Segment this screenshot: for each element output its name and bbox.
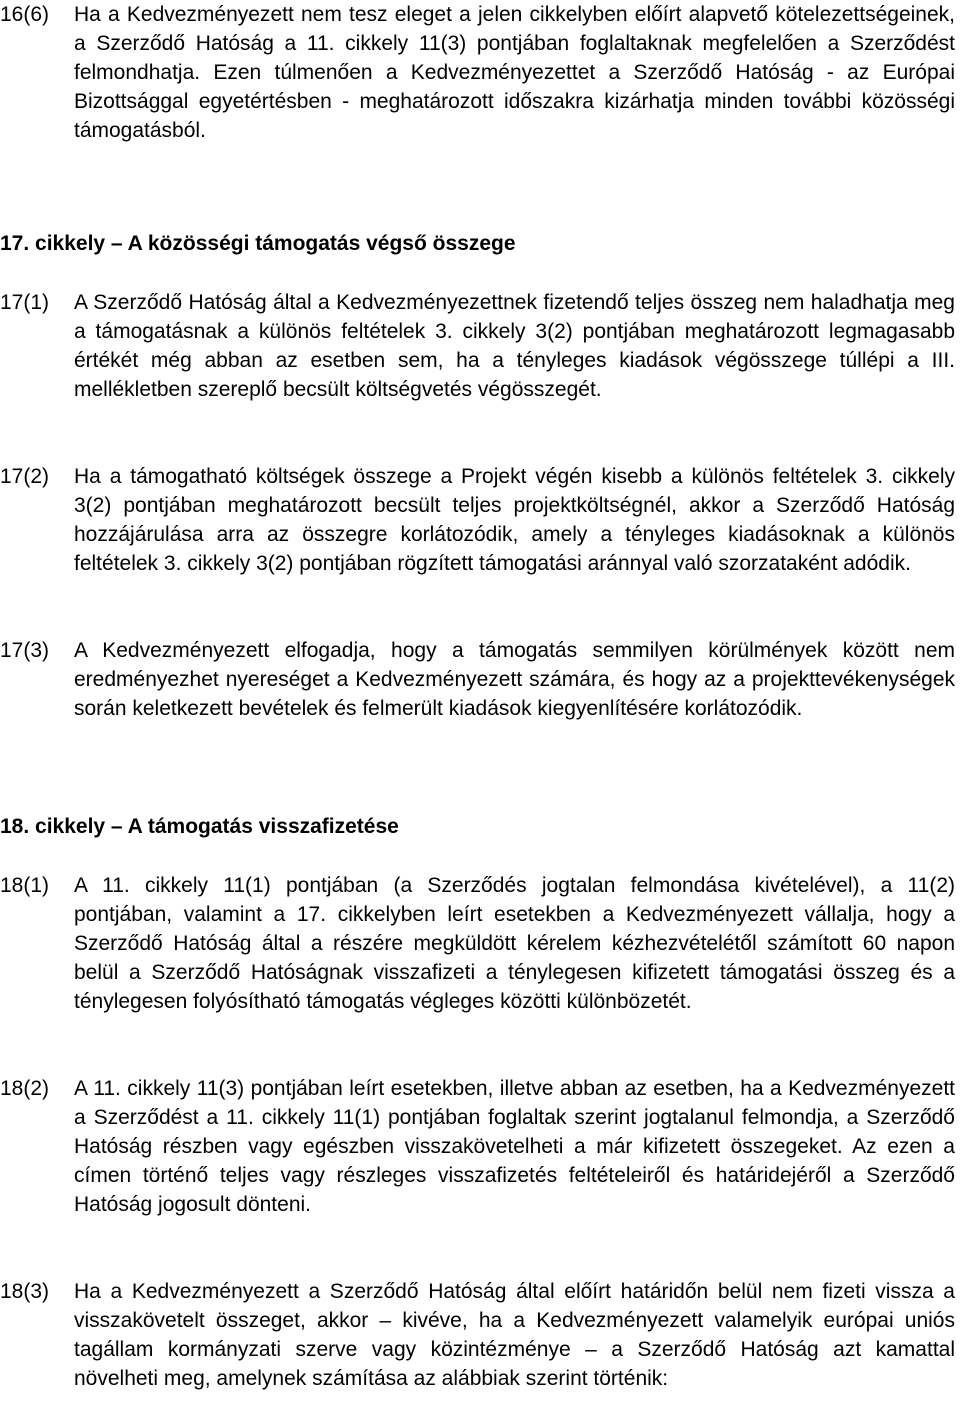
paragraph-text: Ha a Kedvezményezett a Szerződő Hatóság által előírt határidőn belül nem fizeti vissza a visszakövetelt összeget, akkor – kivéve, ha a Kedvezményezett valamelyik európai uniós tagállam kormányzati szerve vagy közintézménye – a Szerződő Hatóság azt kamattal növelheti meg, amelynek számítása az alábbiak szerint történik: [74, 1280, 955, 1390]
paragraph-number: 16(6) [0, 3, 50, 26]
paragraph-text: A Kedvezményezett elfogadja, hogy a támogatás semmilyen körülmények között nem eredményezhet nyereséget a Kedvezményezett számára, és hogy az a projekttevékenységek során keletkezett bevételek és felmerült kiadások kiegyenlítésére korlátozódik. [74, 639, 955, 720]
paragraph-text: A 11. cikkely 11(3) pontjában leírt esetekben, illetve abban az esetben, ha a Kedvezményezett a Szerződést a 11. cikkely 11(1) pontjában foglaltak szerint jogtalanul felmondja, a Szerződő Hatóság részben vagy egészben visszakövetelheti a már kifizetett összegeket. Az ezen a címen történő teljes vagy részleges visszafizetés feltételeiről és határidejéről a Szerződő Hatóság jogosult dönteni. [74, 1077, 955, 1216]
paragraph-text: A 11. cikkely 11(1) pontjában (a Szerződés jogtalan felmondása kivételével), a 11(2) pontjában, valamint a 17. cikkelyben leírt esetekben a Kedvezményezett vállalja, hogy a Szerződő Hatóság által a részére megküldött kérelem kézhezvételétől számított 60 napon belül a Szerződő Hatóságnak visszafizeti a ténylegesen kifizetett támogatási összeg és a ténylegesen folyósítható támogatás végleges közötti különbözetét. [74, 874, 955, 1013]
paragraph-number: 17(2) [0, 465, 50, 488]
paragraph-17-1 [0, 288, 955, 404]
article-17-heading: 17. cikkely – A közösségi támogatás végső összege [0, 232, 516, 255]
paragraph-17-3 [0, 636, 955, 723]
paragraph-18-3 [0, 1277, 955, 1393]
paragraph-18-1 [0, 871, 955, 1016]
paragraph-number: 17(1) [0, 291, 50, 314]
article-18-heading: 18. cikkely – A támogatás visszafizetése [0, 815, 399, 838]
paragraph-text: A Szerződő Hatóság által a Kedvezményezettnek fizetendő teljes összeg nem haladhatja meg a támogatásnak a különös feltételek 3. cikkely 3(2) pontjában meghatározott legmagasabb értékét még abban az esetben sem, ha a tényleges kiadások végösszege túllépi a III. mellékletben szereplő becsült költségvetés végösszegét. [74, 291, 955, 401]
paragraph-text: Ha a támogatható költségek összege a Projekt végén kisebb a különös feltételek 3. cikkely 3(2) pontjában meghatározott becsült teljes projektköltségnél, akkor a Szerződő Hatóság hozzájárulása arra az összegre korlátozódik, amely a tényleges kiadásoknak a különös feltételek 3. cikkely 3(2) pontjában rögzített támogatási aránnyal való szorzataként adódik. [74, 465, 955, 575]
paragraph-17-2 [0, 462, 955, 578]
paragraph-number: 18(3) [0, 1280, 50, 1303]
paragraph-number: 18(1) [0, 874, 50, 897]
paragraph-text: Ha a Kedvezményezett nem tesz eleget a jelen cikkelyben előírt alapvető kötelezettségeinek, a Szerződő Hatóság a 11. cikkely 11(3) pontjában foglaltaknak megfelelően a Szerződést felmondhatja. Ezen túlmenően a Kedvezményezettet a Szerződő Hatóság - az Európai Bizottsággal egyetértésben - meghatározott időszakra kizárhatja minden további közösségi támogatásból. [74, 3, 955, 142]
paragraph-number: 17(3) [0, 639, 50, 662]
paragraph-16-6 [0, 0, 955, 145]
paragraph-18-2 [0, 1074, 955, 1219]
paragraph-number: 18(2) [0, 1077, 50, 1100]
